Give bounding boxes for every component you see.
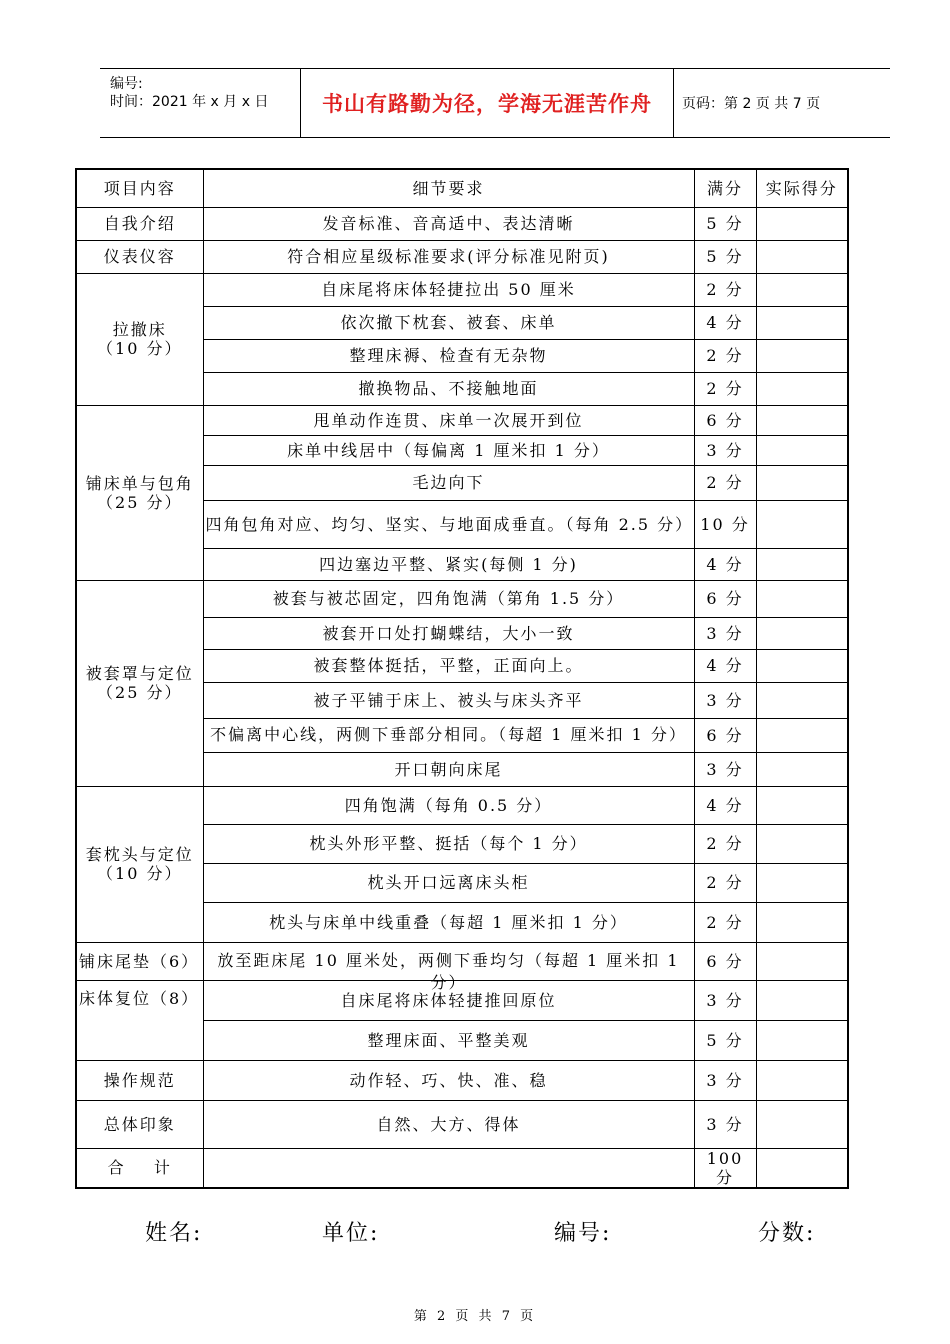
header-meta [100,69,301,137]
score-cell: 2 分 [694,465,756,500]
item-cell [76,786,203,942]
item-cell: 铺床尾垫（6） [76,942,203,980]
detail-cell: 整理床面、平整美观 [203,1020,694,1060]
detail-cell: 被套与被芯固定，四角饱满（第角 1.5 分） [203,580,694,617]
actual-score-cell [756,942,848,980]
detail-cell [203,1148,694,1188]
actual-score-cell [756,786,848,824]
detail-cell: 被套开口处打蝴蝶结，大小一致 [203,617,694,649]
detail-cell [203,942,694,992]
item-points: （10 分） [97,339,183,358]
actual-score-cell [756,306,848,339]
item-cell: 自我介绍 [76,207,203,240]
detail-cell: 四角饱满（每角 0.5 分） [203,786,694,824]
table-header-row [76,169,848,207]
detail-cell: 发音标准、音高适中、表达清晰 [203,207,694,240]
score-cell: 3 分 [694,435,756,465]
table-row [76,405,848,435]
actual-score-cell [756,435,848,465]
number-label: 编号: [554,1221,612,1246]
item-title: 拉撤床 [112,320,167,339]
detail-cell [203,718,694,752]
score-cell: 2 分 [694,273,756,306]
total-score: 100 分 [694,1148,756,1188]
actual-score-cell [756,1020,848,1060]
score-cell: 6 分 [694,580,756,617]
item-cell: 操作规范 [76,1060,203,1100]
score-cell: 6 分 [694,405,756,435]
item-title: 被套罩与定位 [85,664,194,683]
score-cell: 3 分 [694,1060,756,1100]
score-label: 分数: [758,1221,816,1246]
detail-cell: 床单中线居中（每偏离 1 厘米扣 1 分） [203,435,694,465]
actual-score-cell [756,824,848,863]
item-title: 套枕头与定位 [85,845,194,864]
detail-cell: 撤换物品、不接触地面 [203,372,694,405]
detail-cell: 枕头与床单中线重叠（每超 1 厘米扣 1 分） [203,902,694,942]
item-cell [76,580,203,786]
actual-score-cell [756,1060,848,1100]
item-points: （25 分） [97,683,183,702]
header-detail: 细节要求 [203,169,694,207]
score-cell: 3 分 [694,682,756,718]
score-cell: 3 分 [694,752,756,786]
header-motto: 书山有路勤为径，学海无涯苦作舟 [301,69,674,137]
score-cell: 4 分 [694,548,756,580]
actual-score-cell [756,1148,848,1188]
detail-cell: 四边塞边平整、紧实(每侧 1 分) [203,548,694,580]
detail-cell: 动作轻、巧、快、准、稳 [203,1060,694,1100]
header-full-score: 满分 [694,169,756,207]
page-header [100,68,890,138]
score-cell: 6 分 [694,942,756,980]
detail-cell: 甩单动作连贯、床单一次展开到位 [203,405,694,435]
header-item: 项目内容 [76,169,203,207]
total-row [76,1148,848,1188]
page-number: 第 2 页 共 7 页 [413,1309,537,1324]
actual-score-cell [756,617,848,649]
score-cell: 2 分 [694,902,756,942]
actual-score-cell [756,500,848,548]
item-cell: 仪表仪容 [76,240,203,273]
actual-score-cell [756,339,848,372]
detail-cell: 开口朝向床尾 [203,752,694,786]
item-points: （10 分） [97,864,183,883]
detail-cell: 依次撤下枕套、被套、床单 [203,306,694,339]
actual-score-cell [756,682,848,718]
table-row [76,580,848,617]
name-label: 姓名: [145,1221,203,1246]
actual-score-cell [756,752,848,786]
actual-score-cell [756,1100,848,1148]
unit-label: 单位: [322,1221,380,1246]
detail-cell: 整理床褥、检查有无杂物 [203,339,694,372]
item-points: （25 分） [97,492,183,512]
detail-cell: 自然、大方、得体 [203,1100,694,1148]
actual-score-cell [756,405,848,435]
detail-cell: 被套整体挺括，平整，正面向上。 [203,649,694,682]
detail-text: 放至距床尾 10 厘米处，两侧下垂均匀（每超 1 厘米扣 1 分） [217,951,680,992]
score-cell: 3 分 [694,980,756,1020]
score-cell: 4 分 [694,306,756,339]
item-cell [76,273,203,405]
scoring-table [75,168,849,1189]
score-cell: 2 分 [694,339,756,372]
table-row [76,786,848,824]
score-cell: 3 分 [694,1100,756,1148]
score-cell: 5 分 [694,240,756,273]
table-row [76,273,848,306]
table-row [76,207,848,240]
item-title: 铺床单与包角 [85,473,194,493]
score-cell: 5 分 [694,1020,756,1060]
actual-score-cell [756,207,848,240]
item-cell: 床体复位（8） [76,980,203,1060]
actual-score-cell [756,980,848,1020]
actual-score-cell [756,273,848,306]
actual-score-cell [756,548,848,580]
actual-score-cell [756,649,848,682]
detail-text: 不偏离中心线，两侧下垂部分相同。（每超 1 厘米扣 1 分） [210,725,687,744]
detail-cell: 自床尾将床体轻捷推回原位 [203,980,694,1020]
detail-cell: 枕头开口远离床头柜 [203,863,694,902]
detail-cell: 符合相应星级标准要求(评分标准见附页) [203,240,694,273]
actual-score-cell [756,372,848,405]
score-cell: 5 分 [694,207,756,240]
score-cell: 4 分 [694,649,756,682]
item-cell: 总体印象 [76,1100,203,1148]
header-page-code: 页码：第 2 页 共 7 页 [682,96,821,112]
actual-score-cell [756,902,848,942]
doc-number-label: 编号: [110,76,143,92]
header-actual-score: 实际得分 [756,169,848,207]
actual-score-cell [756,240,848,273]
actual-score-cell [756,863,848,902]
table-row [76,1060,848,1100]
table-row [76,240,848,273]
actual-score-cell [756,718,848,752]
detail-cell: 自床尾将床体轻捷拉出 50 厘米 [203,273,694,306]
score-cell: 6 分 [694,718,756,752]
detail-cell: 枕头外形平整、挺括（每个 1 分） [203,824,694,863]
item-cell [76,405,203,580]
score-cell: 3 分 [694,617,756,649]
detail-cell: 毛边向下 [203,465,694,500]
score-cell: 4 分 [694,786,756,824]
table-row [76,1100,848,1148]
score-cell: 2 分 [694,863,756,902]
actual-score-cell [756,580,848,617]
score-cell: 2 分 [694,824,756,863]
table-row [76,942,848,980]
detail-cell: 四角包角对应、均匀、坚实、与地面成垂直。（每角 2.5 分） [203,500,694,548]
score-cell: 10 分 [694,500,756,548]
actual-score-cell [756,465,848,500]
detail-cell: 被子平铺于床上、被头与床头齐平 [203,682,694,718]
score-cell: 2 分 [694,372,756,405]
doc-time: 时间：2021 年 x 月 x 日 [110,94,269,110]
total-label: 合 计 [76,1148,203,1188]
